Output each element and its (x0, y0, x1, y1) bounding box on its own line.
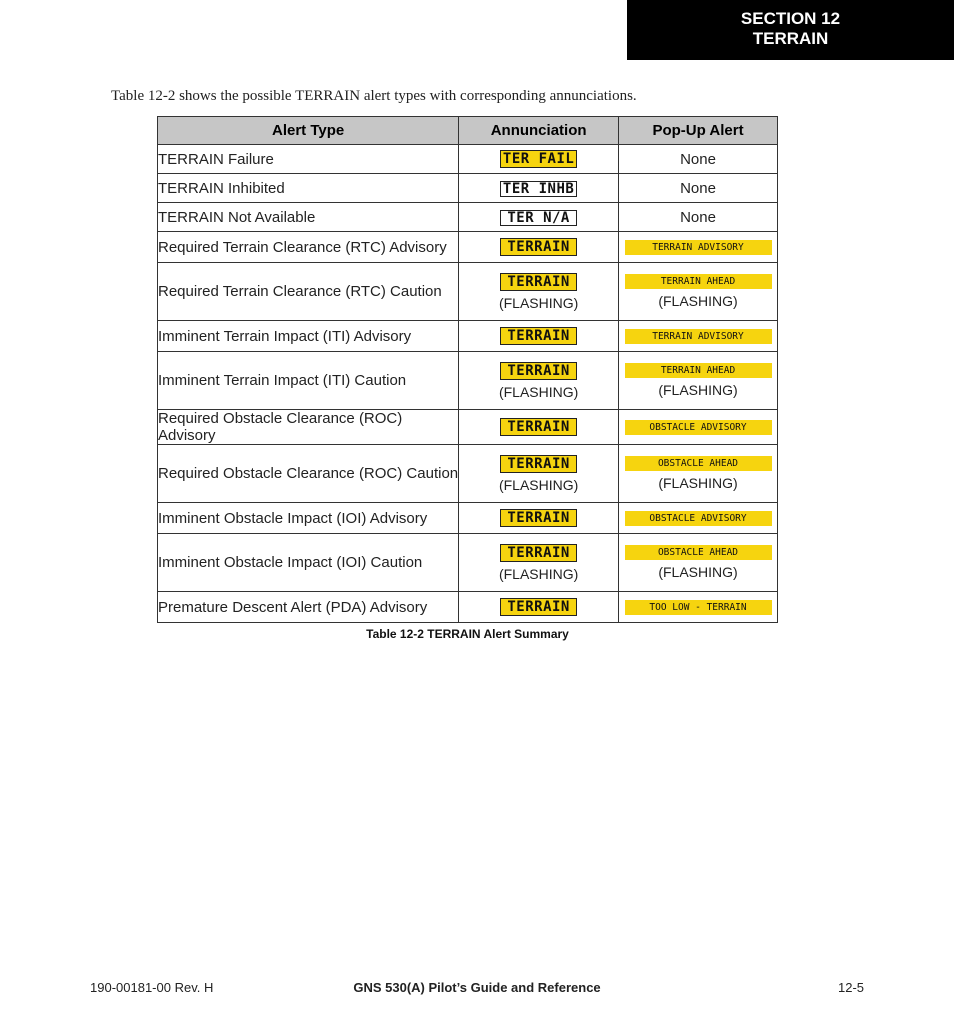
alert-type-cell: TERRAIN Not Available (158, 203, 459, 232)
annunciation-cell (459, 592, 619, 623)
table-row (158, 232, 778, 263)
popup-badge: TERRAIN AHEAD (625, 274, 772, 289)
footer-title: GNS 530(A) Pilot’s Guide and Reference (353, 980, 601, 995)
annunciation-cell (459, 445, 619, 503)
table-header-row (158, 117, 778, 145)
alert-type-cell: TERRAIN Failure (158, 145, 459, 174)
table-caption: Table 12-2 TERRAIN Alert Summary (366, 627, 569, 641)
alert-summary-table (157, 116, 778, 623)
annunciation-cell (459, 410, 619, 445)
annunciation-badge: TER INHB (500, 181, 577, 197)
section-number: SECTION 12 (740, 9, 841, 28)
annunciation-cell (459, 145, 619, 174)
popup-badge: OBSTACLE ADVISORY (625, 511, 772, 526)
table-row (158, 145, 778, 174)
annunciation-cell (459, 503, 619, 534)
annunciation-badge: TERRAIN (500, 418, 577, 436)
annunciation-cell (459, 174, 619, 203)
column-header-alert-type: Alert Type (158, 117, 459, 145)
alert-type-cell: Imminent Terrain Impact (ITI) Caution (158, 352, 459, 410)
popup-badge: TERRAIN ADVISORY (625, 240, 772, 255)
footer-doc-number: 190-00181-00 Rev. H (90, 980, 214, 995)
annunciation-cell (459, 263, 619, 321)
alert-type-cell: Required Terrain Clearance (RTC) Caution (158, 263, 459, 321)
popup-cell (619, 352, 778, 410)
section-title: TERRAIN (752, 29, 829, 48)
popup-badge: OBSTACLE AHEAD (625, 456, 772, 471)
alert-type-cell: Imminent Terrain Impact (ITI) Advisory (158, 321, 459, 352)
flashing-note: (FLASHING) (498, 565, 579, 582)
alert-type-cell: Imminent Obstacle Impact (IOI) Caution (158, 534, 459, 592)
annunciation-badge: TERRAIN (500, 273, 577, 291)
annunciation-badge: TERRAIN (500, 238, 577, 256)
popup-cell: None (619, 203, 778, 232)
alert-type-cell: TERRAIN Inhibited (158, 174, 459, 203)
alert-type-cell: Required Obstacle Clearance (ROC) Advisory (158, 410, 459, 445)
table-row (158, 503, 778, 534)
alert-type-cell: Required Obstacle Clearance (ROC) Caution (158, 445, 459, 503)
popup-cell (619, 592, 778, 623)
popup-cell (619, 321, 778, 352)
flashing-note: (FLASHING) (658, 564, 738, 580)
popup-cell (619, 445, 778, 503)
popup-badge: TERRAIN AHEAD (625, 363, 772, 378)
annunciation-cell (459, 232, 619, 263)
annunciation-badge: TERRAIN (500, 327, 577, 345)
flashing-note: (FLASHING) (658, 475, 738, 491)
annunciation-badge: TERRAIN (500, 362, 577, 380)
annunciation-badge: TERRAIN (500, 455, 577, 473)
table-row (158, 534, 778, 592)
popup-cell: None (619, 174, 778, 203)
annunciation-badge: TER FAIL (500, 150, 577, 168)
annunciation-badge: TERRAIN (500, 509, 577, 527)
flashing-note: (FLASHING) (498, 383, 579, 400)
popup-badge: OBSTACLE ADVISORY (625, 420, 772, 435)
alert-type-cell: Required Terrain Clearance (RTC) Advisory (158, 232, 459, 263)
popup-badge: OBSTACLE AHEAD (625, 545, 772, 560)
table-row (158, 592, 778, 623)
table-row (158, 263, 778, 321)
popup-badge: TOO LOW - TERRAIN (625, 600, 772, 615)
annunciation-badge: TER N/A (500, 210, 577, 226)
column-header-popup-alert: Pop-Up Alert (619, 117, 778, 145)
table-row (158, 203, 778, 232)
flashing-note: (FLASHING) (498, 476, 579, 493)
alert-type-cell: Premature Descent Alert (PDA) Advisory (158, 592, 459, 623)
table-row (158, 352, 778, 410)
footer-page-number: 12-5 (838, 980, 865, 995)
annunciation-cell (459, 321, 619, 352)
annunciation-cell (459, 534, 619, 592)
popup-cell: None (619, 145, 778, 174)
annunciation-badge: TERRAIN (500, 598, 577, 616)
flashing-note: (FLASHING) (658, 382, 738, 398)
flashing-note: (FLASHING) (498, 294, 579, 311)
popup-cell (619, 534, 778, 592)
intro-paragraph: Table 12-2 shows the possible TERRAIN alert types with corresponding annunciations. (111, 88, 637, 104)
alert-type-cell: Imminent Obstacle Impact (IOI) Advisory (158, 503, 459, 534)
table-row (158, 445, 778, 503)
flashing-note: (FLASHING) (658, 293, 738, 309)
annunciation-cell (459, 203, 619, 232)
annunciation-cell (459, 352, 619, 410)
popup-cell (619, 232, 778, 263)
table-row (158, 174, 778, 203)
table-row (158, 321, 778, 352)
popup-cell (619, 410, 778, 445)
table-row (158, 410, 778, 445)
popup-cell (619, 263, 778, 321)
popup-cell (619, 503, 778, 534)
column-header-annunciation: Annunciation (459, 117, 619, 145)
section-tab (627, 0, 954, 60)
annunciation-badge: TERRAIN (500, 544, 577, 562)
popup-badge: TERRAIN ADVISORY (625, 329, 772, 344)
